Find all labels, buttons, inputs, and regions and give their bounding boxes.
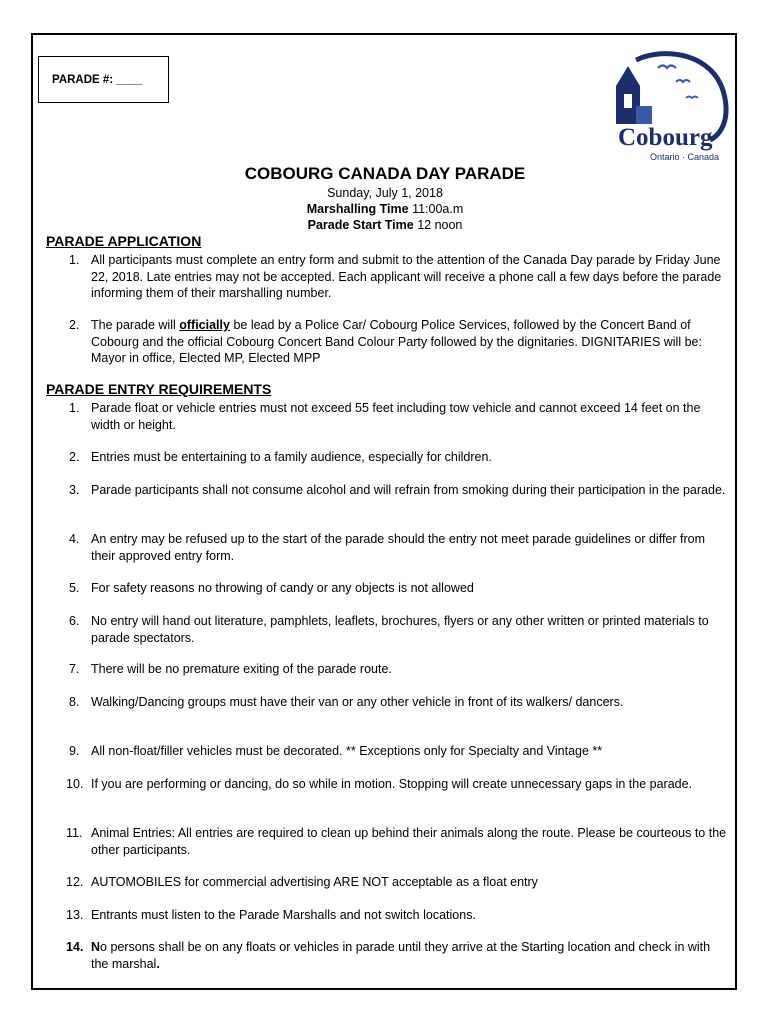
marshalling-value: 11:00a.m [412,202,464,216]
requirement-item: 9. All non-float/filler vehicles must be decorated. ** Exceptions only for Specialty and Vintage ** [69,744,603,758]
logo-wordmark: Cobourg [618,124,713,151]
emphasis-officially: officially [179,318,230,332]
application-item: 2. The parade will officially be lead by a Police Car/ Cobourg Police Services, followed by the Concert Band of Cobourg and the official Cobourg Concert Band Colour Party followed by the dignitaries. DIGNITARIES will be: Mayor in office, Elected MP, Elected MPP [69,318,702,365]
parade-number-label: PARADE #: ____ [52,74,142,86]
start-time [0,218,770,232]
requirement-item: 5. For safety reasons no throwing of candy or any objects is not allowed [69,581,474,595]
requirement-item: 2. Entries must be entertaining to a family audience, especially for children. [69,450,492,464]
marshalling-time [0,202,770,216]
start-label: Parade Start Time [307,218,414,232]
start-value: 12 noon [417,218,463,232]
requirement-item: 12. AUTOMOBILES for commercial advertising ARE NOT acceptable as a float entry [66,875,538,889]
requirement-item: 1. Parade float or vehicle entries must not exceed 55 feet including tow vehicle and cannot exceed 14 feet on the width or height. [69,401,701,432]
marshalling-label: Marshalling Time [306,202,409,216]
requirement-item: 4. An entry may be refused up to the start of the parade should the entry not meet parade guidelines or differ from their approved entry form. [69,532,706,563]
application-heading: PARADE APPLICATION [46,233,202,249]
cobourg-logo [606,48,730,164]
requirements-heading: PARADE ENTRY REQUIREMENTS [46,381,272,397]
requirement-item: 3. Parade participants shall not consume alcohol and will refrain from smoking during their participation in the parade. [69,483,726,497]
requirement-item: 7. There will be no premature exiting of the parade route. [69,662,392,676]
requirement-item: 14. No persons shall be on any floats or vehicles in parade until they arrive at the Starting location and check in with the marshal. [66,940,711,971]
parade-number-box [38,56,169,103]
page-title: COBOURG CANADA DAY PARADE [244,164,526,183]
parade-date: Sunday, July 1, 2018 [327,186,443,200]
requirement-item: 13. Entrants must listen to the Parade Marshalls and not switch locations. [66,908,476,922]
requirement-item: 6. No entry will hand out literature, pamphlets, leaflets, brochures, flyers or any other written or printed materials to parade spectators. [69,614,709,645]
logo-tagline: Ontario · Canada [650,152,720,162]
application-item: 1. All participants must complete an entry form and submit to the attention of the Canada Day parade by Friday June 22, 2018. Late entries may not be accepted. Each applicant will receive a phone call a few days before the parade informing them of their marshalling number. [69,253,722,300]
requirement-item: 8. Walking/Dancing groups must have their van or any other vehicle in front of its walkers/ dancers. [69,695,624,709]
requirement-item: 11. Animal Entries: All entries are required to clean up behind their animals along the route. Please be courteous to the other participants. [66,826,727,857]
requirement-item: 10. If you are performing or dancing, do so while in motion. Stopping will create unnecessary gaps in the parade. [66,777,693,791]
